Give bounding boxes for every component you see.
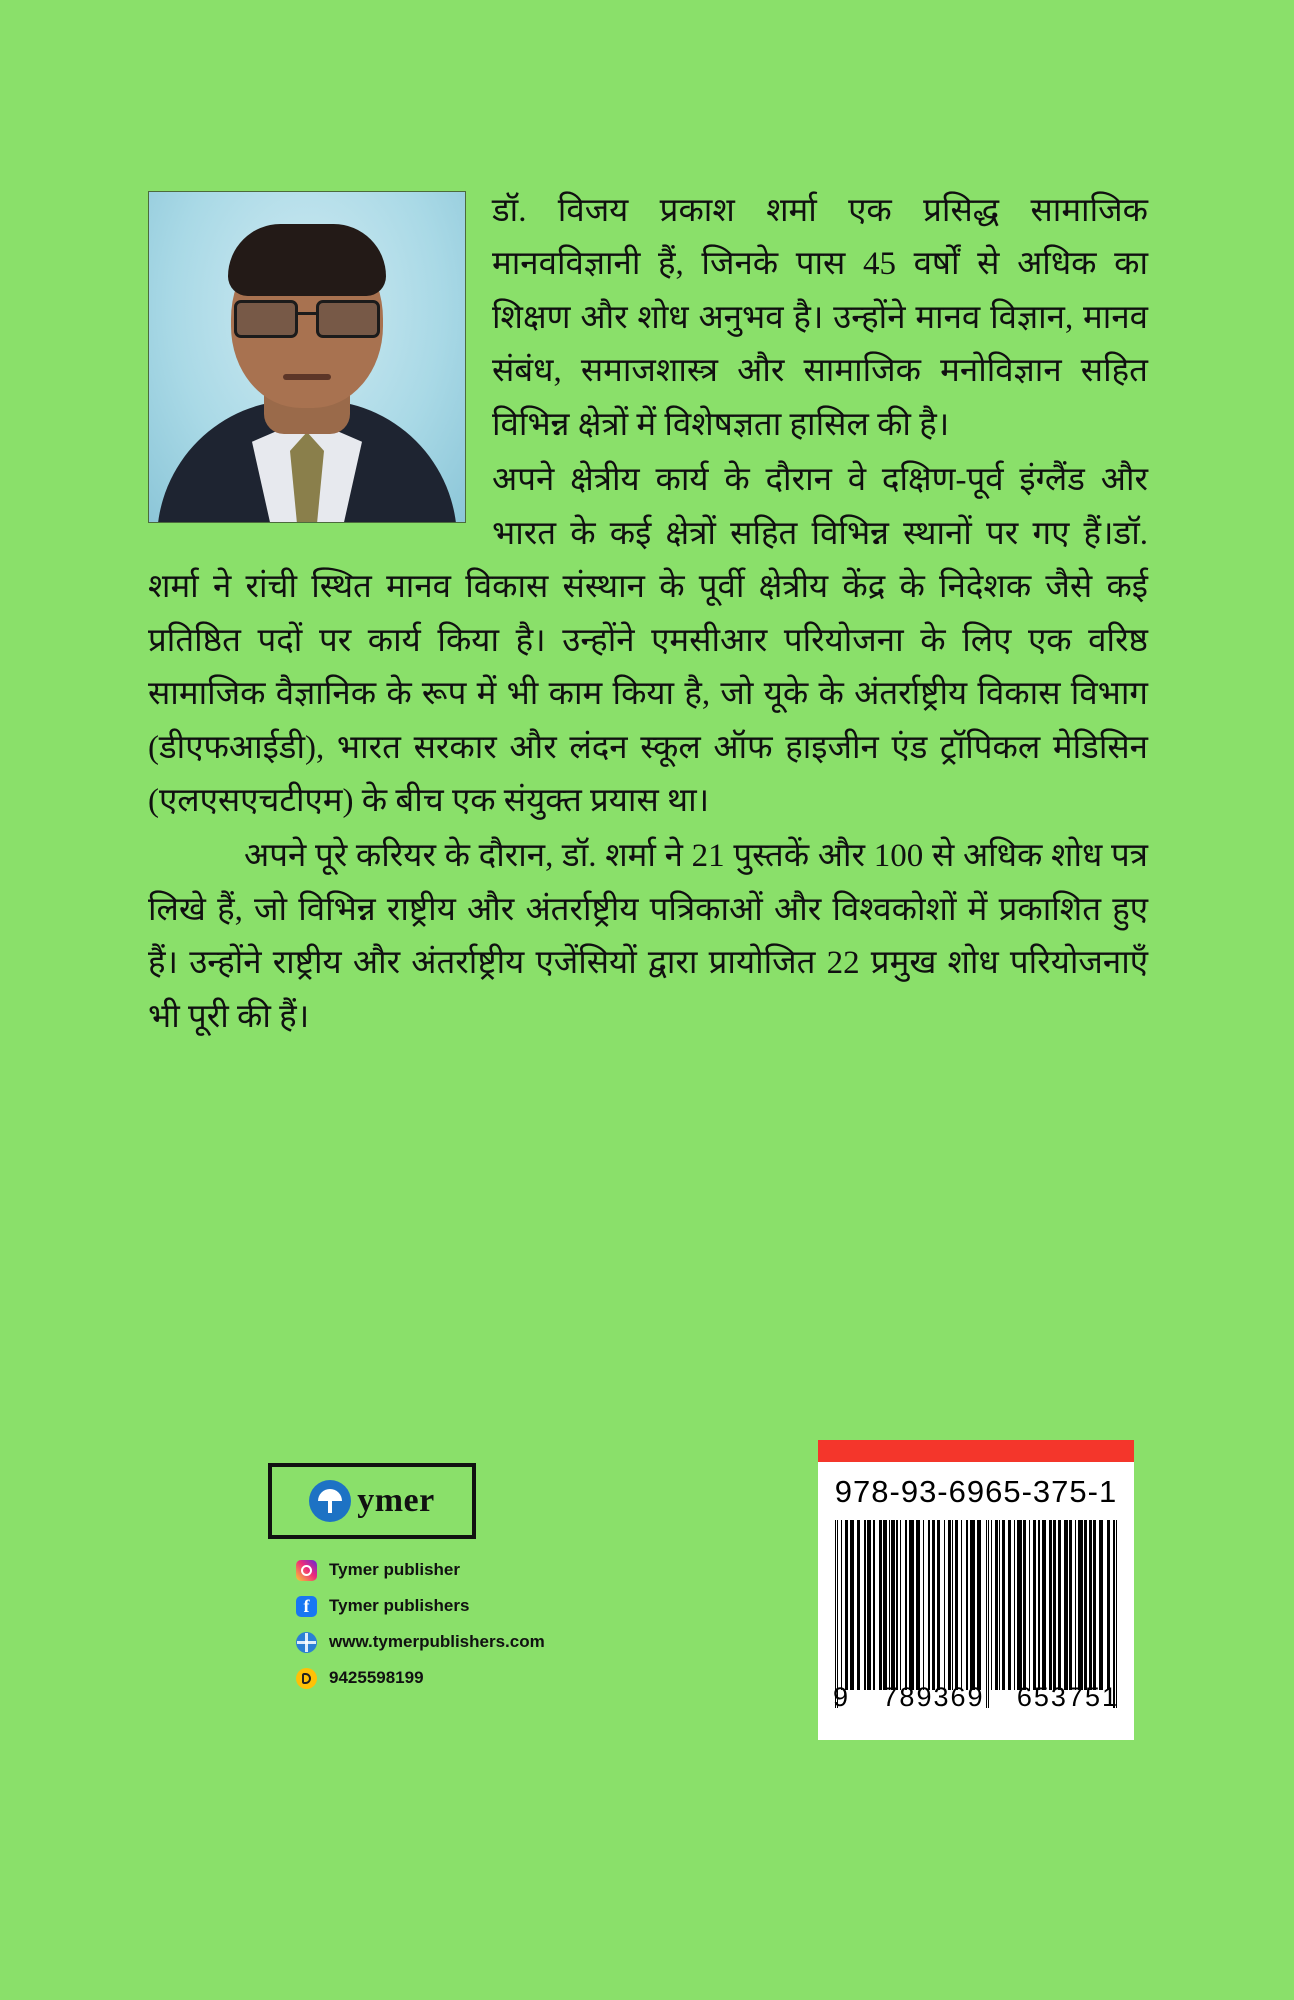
facebook-icon: f bbox=[296, 1596, 317, 1617]
bio-paragraph-1: डॉ. विजय प्रकाश शर्मा एक प्रसिद्ध सामाजिक मानवविज्ञानी हैं, जिनके पास 45 वर्षों से अधिक का शिक्षण और शोध अनुभव है। उन्होंने मानव विज्ञान, मानव संबंध, समाजशास्त्र और सामाजिक मनोविज्ञान सहित विभिन्न क्षेत्रों में विशेषज्ञता हासिल की है। bbox=[492, 193, 1148, 443]
barcode-accent-bar bbox=[818, 1440, 1134, 1462]
barcode-bars bbox=[835, 1520, 1117, 1708]
photo-glasses-icon bbox=[232, 300, 382, 334]
phone-number: 9425598199 bbox=[329, 1668, 424, 1687]
bio-paragraph-2: अपने क्षेत्रीय कार्य के दौरान वे दक्षिण-पूर्व इंग्लैंड और भारत के कई क्षेत्रों सहित विभिन्न स्थानों पर गए हैं।डॉ. शर्मा ने रांची स्थित मानव विकास संस्थान के पूर्वी क्षेत्रीय केंद्र के निदेशक जैसे कई प्रतिष्ठित पदों पर कार्य किया है। उन्होंने एमसीआर परियोजना के लिए एक वरिष्ठ सामाजिक वैज्ञानिक के रूप में भी काम किया है, जो यूके के अंतर्राष्ट्रीय विकास विभाग (डीएफआईडी), भारत सरकार और लंदन स्कूल ऑफ हाइजीन एंड ट्रॉपिकल मेडिसिन (एलएसएचटीएम) के बीच एक संयुक्त प्रयास था। bbox=[148, 462, 1148, 819]
ean-group-2: 653751 bbox=[1016, 1682, 1119, 1712]
photo-lens-left bbox=[234, 300, 298, 338]
tymer-umbrella-icon bbox=[309, 1480, 351, 1522]
photo-lens-right bbox=[316, 300, 380, 338]
facebook-handle: Tymer publishers bbox=[329, 1596, 470, 1615]
ean-group-1: 789369 bbox=[882, 1682, 985, 1712]
bio-paragraph-3: अपने पूरे करियर के दौरान, डॉ. शर्मा ने 21 पुस्तकें और 100 से अधिक शोध पत्र लिखे हैं, जो विभिन्न राष्ट्रीय और अंतर्राष्ट्रीय पत्रिकाओं और विश्वकोशों में प्रकाशित हुए हैं। उन्होंने राष्ट्रीय और अंतर्राष्ट्रीय एजेंसियों द्वारा प्रायोजित 22 प्रमुख शोध परियोजनाएँ भी पूरी की हैं। bbox=[148, 838, 1148, 1035]
isbn-barcode-panel bbox=[818, 1440, 1134, 1740]
publisher-logo-text: ymer bbox=[357, 1482, 435, 1519]
isbn-number: 978-93-6965-375-1 bbox=[834, 1474, 1118, 1509]
social-row-instagram[interactable] bbox=[296, 1552, 716, 1588]
globe-icon bbox=[296, 1632, 317, 1653]
social-row-phone[interactable] bbox=[296, 1660, 716, 1696]
ean-left-digit: 9 bbox=[833, 1682, 851, 1712]
author-bio-section bbox=[148, 185, 1148, 1044]
author-photo bbox=[148, 191, 466, 523]
instagram-handle: Tymer publisher bbox=[329, 1560, 460, 1579]
phone-icon bbox=[296, 1668, 317, 1689]
photo-mouth bbox=[283, 374, 331, 380]
instagram-icon bbox=[296, 1560, 317, 1581]
social-row-website[interactable] bbox=[296, 1624, 716, 1660]
photo-hair bbox=[228, 224, 386, 296]
website-url: www.tymerpublishers.com bbox=[329, 1632, 545, 1651]
publisher-logo bbox=[268, 1463, 476, 1539]
social-row-facebook[interactable] bbox=[296, 1588, 716, 1624]
publisher-contact-list bbox=[296, 1552, 716, 1696]
